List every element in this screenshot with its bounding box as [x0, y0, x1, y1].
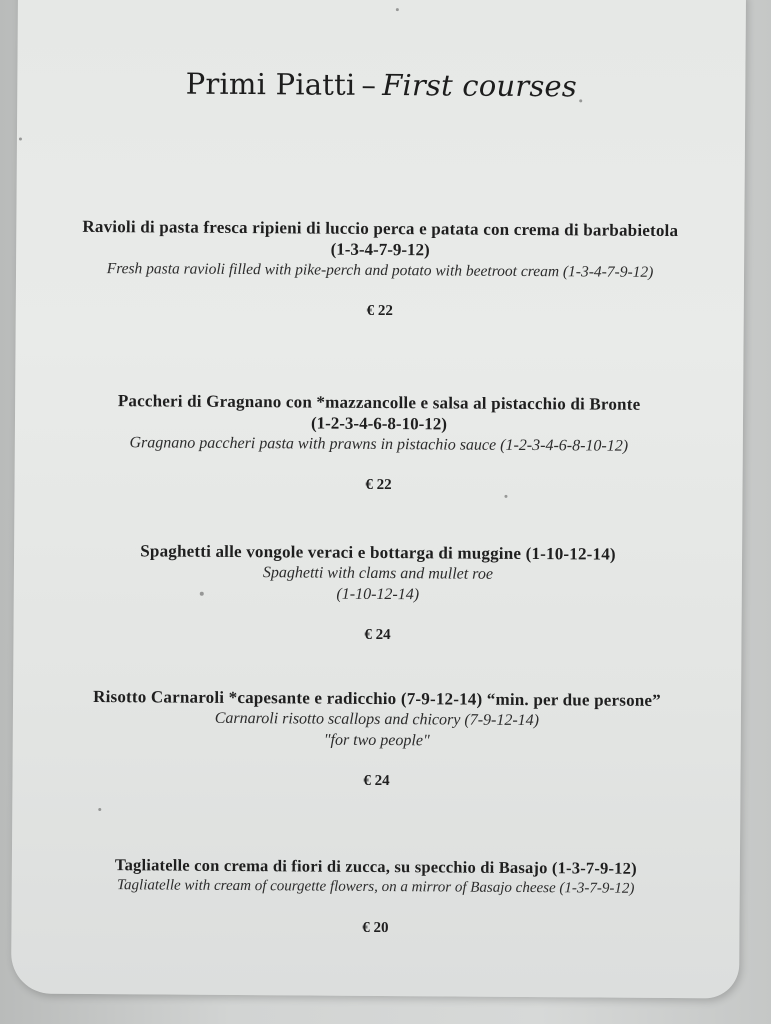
- dish-name-english: Gragnano paccheri pasta with prawns in pistachio sauce (1-2-3-4-6-8-10-12): [129, 434, 629, 455]
- dish-name-italian: Risotto Carnaroli *capesante e radicchio (7-9-12-14) “min. per due persone”: [93, 687, 661, 710]
- menu-page: [11, 0, 746, 999]
- dish-name-english: Spaghetti with clams and mullet roe: [262, 564, 494, 583]
- paper-speck: [19, 137, 22, 140]
- paper-speck: [396, 8, 399, 11]
- dish-price: € 20: [362, 919, 389, 937]
- dish-name-english: Carnaroli risotto scallops and chicory (7-9-12-14): [214, 709, 540, 730]
- dish-name-english: Fresh pasta ravioli filled with pike-perch and potato with beetroot cream (1-3-4-7-9-12): [106, 260, 654, 281]
- dish-allergen-codes-english: (1-10-12-14): [336, 585, 420, 604]
- dish-paccheri: [14, 389, 743, 497]
- dish-note-english: "for two people": [323, 731, 430, 750]
- dish-allergen-codes: (1-2-3-4-6-8-10-12): [310, 413, 448, 434]
- page-title: [17, 65, 745, 104]
- dish-name-italian: Tagliatelle con crema di fiori di zucca, su specchio di Basajo (1-3-7-9-12): [114, 855, 637, 878]
- dish-price: € 22: [366, 302, 393, 320]
- dish-name-italian: Spaghetti alle vongole veraci e bottarga di muggine (1-10-12-14): [140, 541, 616, 564]
- dish-name-italian: Paccheri di Gragnano con *mazzancolle e salsa al pistacchio di Bronte: [117, 391, 641, 414]
- dish-spaghetti: [13, 539, 742, 647]
- dish-allergen-codes: (1-3-4-7-9-12): [330, 239, 430, 260]
- dish-price: € 22: [365, 476, 392, 494]
- dish-ravioli: [16, 215, 745, 323]
- dish-risotto: [12, 685, 741, 793]
- dish-name-english: Tagliatelle with cream of courgette flowers, on a mirror of Basajo cheese (1-3-7-9-12): [117, 877, 635, 897]
- paper-speck: [98, 808, 101, 811]
- dish-price: € 24: [363, 772, 390, 790]
- dish-tagliatelle: [11, 853, 740, 940]
- dish-name-italian: Ravioli di pasta fresca ripieni di luccio perca e patata con crema di barbabietola: [82, 216, 679, 241]
- dish-price: € 24: [364, 626, 391, 644]
- title-italian: Primi Piatti: [185, 66, 356, 102]
- title-dash: –: [361, 67, 377, 102]
- title-english: First courses: [382, 68, 578, 104]
